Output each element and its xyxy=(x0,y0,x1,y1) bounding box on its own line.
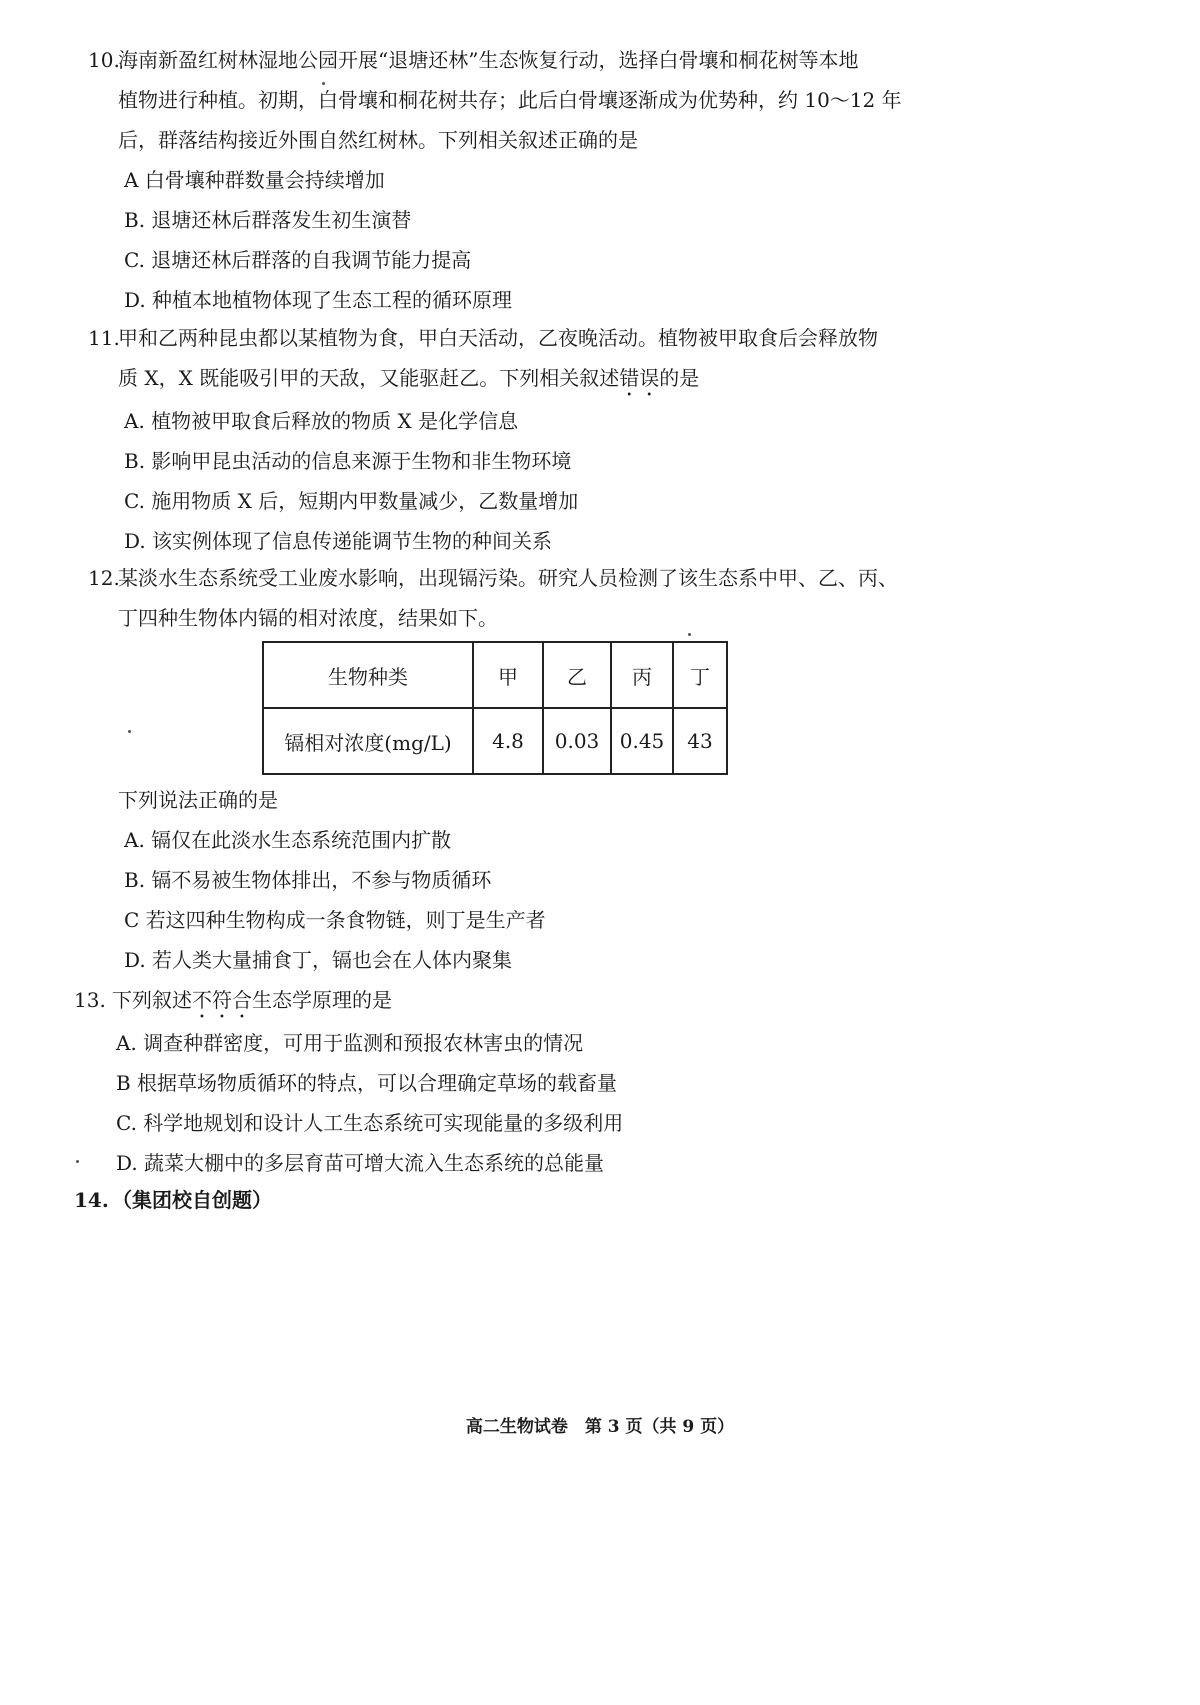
table-header-cell: 丙 xyxy=(611,642,673,708)
option-b: B. 镉不易被生物体排出，不参与物质循环 xyxy=(124,868,492,892)
option-d: D. 若人类大量捕食丁，镉也会在人体内聚集 xyxy=(124,948,513,972)
question-stem-line xyxy=(88,358,908,401)
stem-text: 下列叙述 xyxy=(112,988,192,1012)
option-c: C. 施用物质 X 后，短期内甲数量减少，乙数量增加 xyxy=(124,489,579,513)
question-stem-line: 甲和乙两种昆虫都以某植物为食，甲白天活动，乙夜晚活动。植物被甲取食后会释放物 xyxy=(118,326,878,350)
scan-speck xyxy=(322,82,325,85)
table-cell: 4.8 xyxy=(473,708,543,774)
option-a: A. 植物被甲取食后释放的物质 X 是化学信息 xyxy=(124,409,519,433)
option-b: B. 影响甲昆虫活动的信息来源于生物和非生物环境 xyxy=(124,449,572,473)
option-a: A. 调查种群密度，可用于监测和预报农林害虫的情况 xyxy=(116,1031,584,1055)
question-prompt: 下列说法正确的是 xyxy=(118,788,278,812)
question-10 xyxy=(88,40,908,320)
stem-text: 质 X，X 既能吸引甲的天敌，又能驱赶乙。下列相关叙述 xyxy=(118,366,620,390)
question-number: 11. xyxy=(88,326,120,350)
question-number: 10. xyxy=(88,48,120,72)
question-stem-line: （集团校自创题） xyxy=(112,1188,272,1212)
table-cell: 0.45 xyxy=(611,708,673,774)
stem-text: 的是 xyxy=(659,366,700,390)
option-c: C 若这四种生物构成一条食物链，则丁是生产者 xyxy=(124,908,546,932)
question-stem-line: 后，群落结构接近外围自然红树林。下列相关叙述正确的是 xyxy=(118,128,638,152)
option-a: A 白骨壤种群数量会持续增加 xyxy=(124,168,385,192)
cadmium-table xyxy=(262,641,728,775)
question-14 xyxy=(74,1180,894,1220)
option-c: C. 退塘还林后群落的自我调节能力提高 xyxy=(124,248,472,272)
emphasized-word: 不符合 xyxy=(192,988,252,1012)
option-c: C. 科学地规划和设计人工生态系统可实现能量的多级利用 xyxy=(116,1111,624,1135)
question-stem-line: 海南新盈红树林湿地公园开展“退塘还林”生态恢复行动，选择白骨壤和桐花树等本地 xyxy=(118,48,859,72)
option-d: D. 该实例体现了信息传递能调节生物的种间关系 xyxy=(124,529,553,553)
question-12 xyxy=(88,558,908,638)
emphasized-word: 错误 xyxy=(619,366,660,390)
question-13 xyxy=(74,980,894,1183)
option-d: D. 蔬菜大棚中的多层育苗可增大流入生态系统的总能量 xyxy=(116,1151,605,1175)
table-cell: 镉相对浓度(mg/L) xyxy=(263,708,473,774)
question-11 xyxy=(88,318,908,561)
table-row xyxy=(263,642,727,708)
table-header-cell: 丁 xyxy=(673,642,727,708)
option-a: A. 镉仅在此淡水生态系统范围内扩散 xyxy=(124,828,452,852)
option-d: D. 种植本地植物体现了生态工程的循环原理 xyxy=(124,288,513,312)
question-stem-line: 丁四种生物体内镉的相对浓度，结果如下。 xyxy=(118,606,498,630)
question-stem-line: 某淡水生态系统受工业废水影响，出现镉污染。研究人员检测了该生态系中甲、乙、丙、 xyxy=(118,566,898,590)
table-cell: 43 xyxy=(673,708,727,774)
question-number: 12. xyxy=(88,566,120,590)
table-header-cell: 生物种类 xyxy=(263,642,473,708)
table-header-cell: 乙 xyxy=(543,642,611,708)
table-cell: 0.03 xyxy=(543,708,611,774)
question-stem-line: 植物进行种植。初期，白骨壤和桐花树共存；此后白骨壤逐渐成为优势种，约 10～12 年 xyxy=(118,88,902,112)
stem-text: 生态学原理的是 xyxy=(252,988,392,1012)
option-b: B. 退塘还林后群落发生初生演替 xyxy=(124,208,412,232)
scan-speck xyxy=(128,730,131,733)
question-number: 14. xyxy=(74,1188,109,1212)
question-12-options xyxy=(88,780,908,980)
scan-speck xyxy=(688,633,691,636)
option-b: B 根据草场物质循环的特点，可以合理确定草场的载畜量 xyxy=(116,1071,618,1095)
table-header-cell: 甲 xyxy=(473,642,543,708)
scan-speck xyxy=(76,1160,79,1163)
page-footer: 高二生物试卷 第 3 页（共 9 页） xyxy=(465,1417,735,1437)
question-number: 13. xyxy=(74,988,106,1012)
table-row xyxy=(263,708,727,774)
